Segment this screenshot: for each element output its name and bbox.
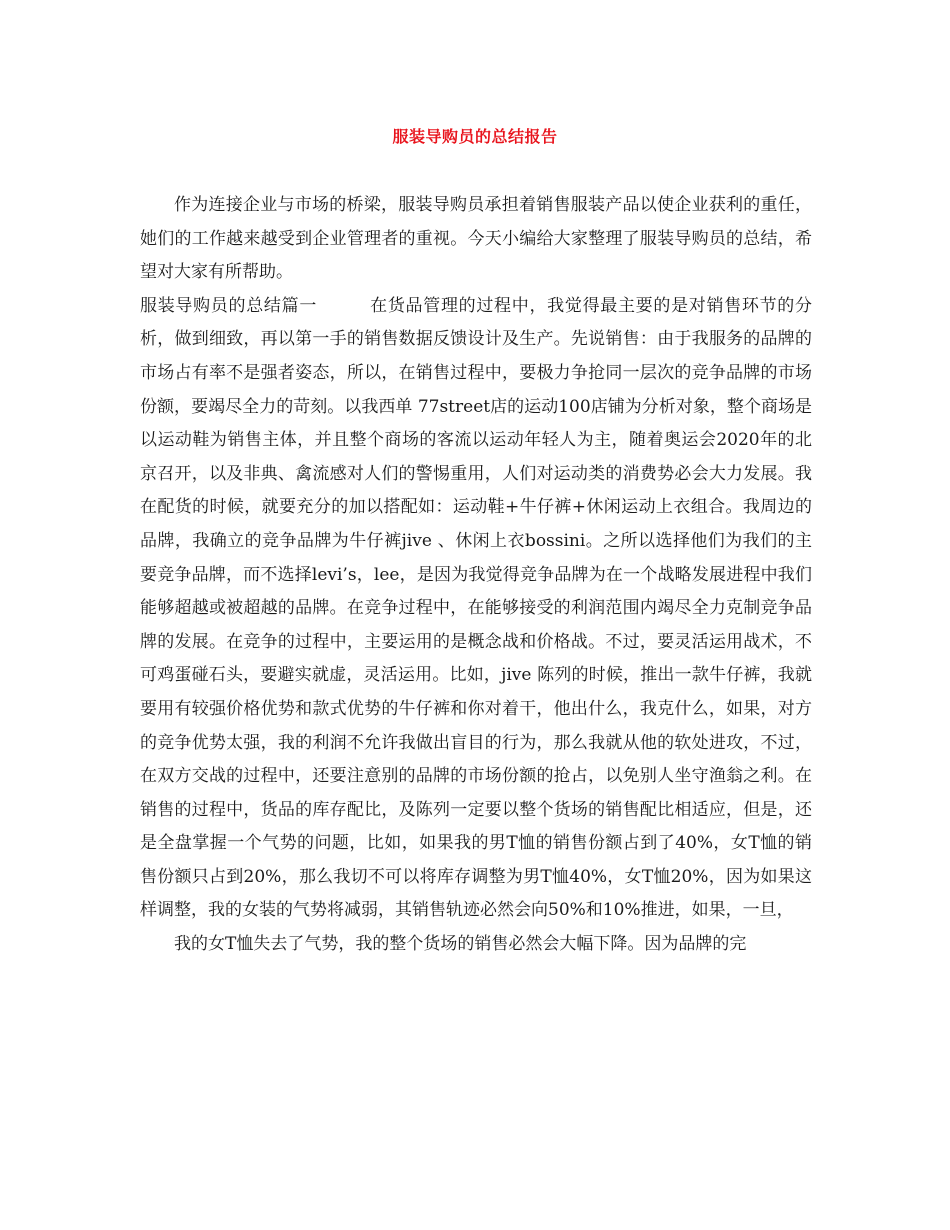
- paragraph-section-one: 服装导购员的总结篇一 在货品管理的过程中，我觉得最主要的是对销售环节的分析，做到细致，再以第一手的销售数据反馈设计及生产。先说销售：由于我服务的品牌的市场占有率不是强者姿态，所以，在销售过程中，要极力争抢同一层次的竞争品牌的市场份额，要竭尽全力的苛刻。以我西单 77street店的运动100店铺为分析对象，整个商场是以运动鞋为销售主体，并且整个商场的客流以运动年轻人为主，随着奥运会2020年的北京召开，以及非典、禽流感对人们的警惕重用，人们对运动类的消费势必会大力发展。我在配货的时候，就要充分的加以搭配如：运动鞋+牛仔裤+休闲运动上衣组合。我周边的品牌，我确立的竞争品牌为牛仔裤jive 、休闲上衣bossini。之所以选择他们为我们的主要竞争品牌，而不选择levi’s，lee，是因为我觉得竞争品牌为在一个战略发展进程中我们能够超越或被超越的品牌。在竞争过程中，在能够接受的利润范围内竭尽全力克制竞争品牌的发展。在竞争的过程中，主要运用的是概念战和价格战。不过，要灵活运用战术，不可鸡蛋碰石头，要避实就虚，灵活运用。比如，jive 陈列的时候，推出一款牛仔裤，我就要用有较强价格优势和款式优势的牛仔裤和你对着干，他出什么，我克什么，如果，对方的竞争优势太强，我的利润不允许我做出盲目的行为，那么我就从他的软处进攻，不过，在双方交战的过程中，还要注意别的品牌的市场份额的抢占，以免别人坐守渔翁之利。在销售的过程中，货品的库存配比，及陈列一定要以整个货场的销售配比相适应，但是，还是全盘掌握一个气势的问题，比如，如果我的男T恤的销售份额占到了40%，女T恤的销售份额只占到20%，那么我切不可以将库存调整为男T恤40%，女T恤20%，因为如果这样调整，我的女装的气势将减弱，其销售轨迹必然会向50%和10%推进，如果，一旦，: [140, 295, 812, 921]
- paragraph-continuation: 我的女T恤失去了气势，我的整个货场的销售必然会大幅下降。因为品牌的完: [174, 934, 747, 955]
- document-body: [140, 189, 812, 962]
- document-title: 服装导购员的总结报告: [392, 127, 558, 146]
- paragraph-intro: 作为连接企业与市场的桥梁，服装导购员承担着销售服装产品以使企业获利的重任，她们的工作越来越受到企业管理者的重视。今天小编给大家整理了服装导购员的总结，希望对大家有所帮助。: [140, 195, 812, 283]
